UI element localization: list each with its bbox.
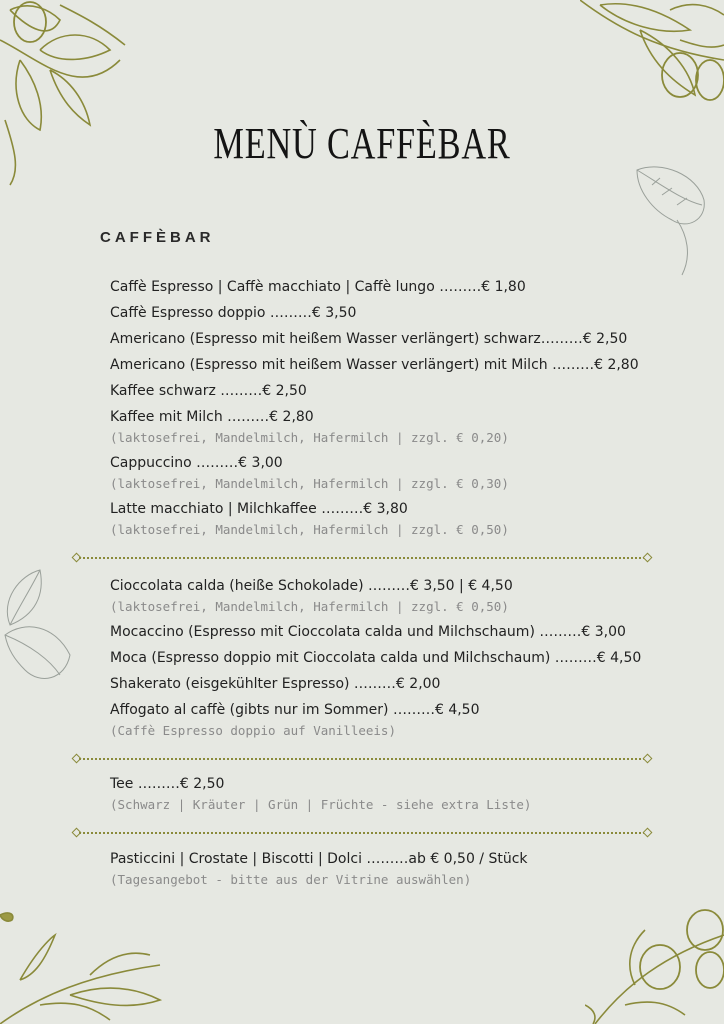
menu-item-text: Latte macchiato | Milchkaffee ………€ 3,80 [110,501,408,517]
menu-item [110,302,690,324]
menu-item-text: Caffè Espresso | Caffè macchiato | Caffè lungo ………€ 1,80 [110,279,526,295]
pastry-menu-block [110,848,690,894]
menu-item [110,621,690,643]
menu-item [110,406,690,447]
menu-item-note: (laktosefrei, Mandelmilch, Hafermilch | zzgl. € 0,50) [110,522,509,537]
menu-item-text: Americano (Espresso mit heißem Wasser verlängert) mit Milch ………€ 2,80 [110,357,639,373]
menu-item-text: Americano (Espresso mit heißem Wasser verlängert) schwarz………€ 2,50 [110,331,628,347]
menu-item [110,848,690,889]
menu-item-note: (Tagesangebot - bitte aus der Vitrine auswählen) [110,872,472,887]
menu-item [110,673,690,695]
coffee-menu-block [110,276,690,544]
menu-item-note: (laktosefrei, Mandelmilch, Hafermilch | zzgl. € 0,20) [110,430,509,445]
chocolate-menu-block [110,575,690,745]
menu-item-text: Kaffee mit Milch ………€ 2,80 [110,409,314,425]
dotted-divider [73,755,651,763]
menu-item-text: Tee ………€ 2,50 [110,776,225,792]
olive-branch-bottom-left-decoration [0,905,170,1024]
menu-item-note: (laktosefrei, Mandelmilch, Hafermilch | zzgl. € 0,50) [110,599,509,614]
olive-branch-bottom-right-decoration [585,905,724,1024]
section-heading: CAFFÈBAR [100,229,215,246]
basil-leaf-left-decoration [0,565,75,695]
page-title: MENÙ CAFFÈBAR [213,119,511,168]
menu-item-text: Affogato al caffè (gibts nur im Sommer) ………€ 4,50 [110,702,480,718]
menu-item [110,575,690,616]
menu-item [110,328,690,350]
menu-item-text: Mocaccino (Espresso mit Cioccolata calda und Milchschaum) ………€ 3,00 [110,624,626,640]
menu-item [110,773,690,814]
menu-item-text: Pasticcini | Crostate | Biscotti | Dolci ………ab € 0,50 / Stück [110,851,528,867]
menu-item [110,699,690,740]
menu-item [110,276,690,298]
dotted-divider [73,829,651,837]
menu-item [110,354,690,376]
menu-item [110,380,690,402]
menu-item [110,498,690,539]
menu-item-text: Caffè Espresso doppio ………€ 3,50 [110,305,357,321]
menu-item-text: Kaffee schwarz ………€ 2,50 [110,383,307,399]
menu-item [110,452,690,493]
tea-menu-block [110,773,690,819]
menu-item-note: (Schwarz | Kräuter | Grün | Früchte - siehe extra Liste) [110,797,532,812]
menu-item-text: Cappuccino ………€ 3,00 [110,455,283,471]
menu-item [110,647,690,669]
olive-branch-top-right-decoration [580,0,724,115]
menu-item-text: Moca (Espresso doppio mit Cioccolata calda und Milchschaum) ………€ 4,50 [110,650,642,666]
dotted-divider [73,554,651,562]
menu-item-text: Shakerato (eisgekühlter Espresso) ………€ 2,00 [110,676,441,692]
menu-item-note: (laktosefrei, Mandelmilch, Hafermilch | zzgl. € 0,30) [110,476,509,491]
basil-leaf-right-decoration [632,160,712,280]
menu-item-note: (Caffè Espresso doppio auf Vanilleeis) [110,723,396,738]
menu-item-text: Cioccolata calda (heiße Schokolade) ………€ 3,50 | € 4,50 [110,578,513,594]
